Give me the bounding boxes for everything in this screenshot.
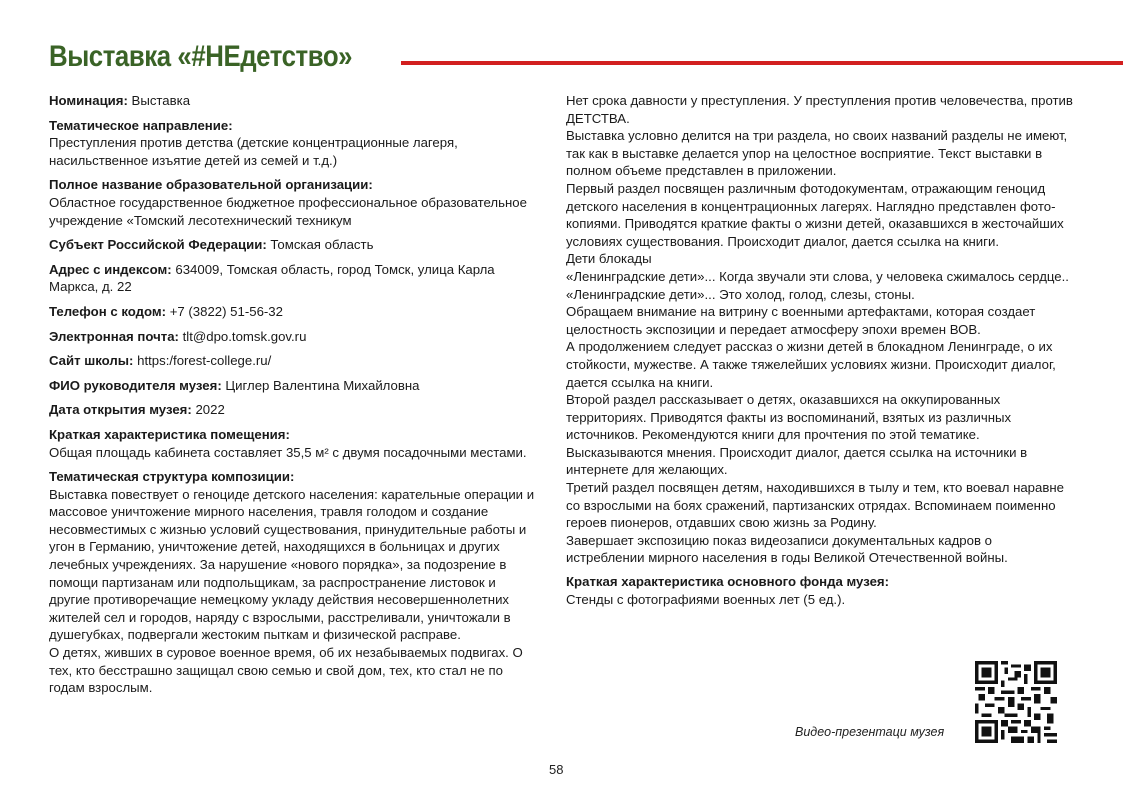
website-link[interactable]: https:/forest-college.ru/ bbox=[137, 353, 272, 369]
body-paragraph: Выставка условно делится на три раздела, но своих названий разделы не имеют, так как в выставке делается упор на целостное восприятие. Текст выставки в полном объеме представлен в приложении. bbox=[566, 128, 1068, 179]
website-field bbox=[49, 352, 539, 370]
qr-code-icon[interactable] bbox=[975, 661, 1057, 743]
thematic-direction-label: Тематическое направление: bbox=[49, 117, 233, 133]
room-value: Общая площадь кабинета составляет 35,5 м² с двумя посадочными местами. bbox=[49, 444, 527, 460]
thematic-direction-value: Преступления против детства (детские концентрационные лагеря, насильственное изъятие детей из семей и т.д.) bbox=[49, 135, 458, 168]
body-paragraph: «Ленинградские дети»... Когда звучали эти слова, у человека сжималось сердце.. «Ленинградские дети»... Это холод, голод, слезы, стоны. bbox=[566, 268, 1069, 302]
director-label: ФИО руководителя музея: bbox=[49, 377, 222, 393]
address-value: 634009, Томская область, город Томск, улица Карла Маркса, д. 22 bbox=[49, 261, 495, 295]
website-label: Сайт школы: bbox=[49, 353, 134, 369]
room-field bbox=[49, 426, 539, 461]
composition-paragraph: Выставка повествует о геноциде детского населения: карательные операции и массовое уничтожение мирного населения, травля голодом и создание несовместимых с жизнью условий существования, принудительные работы и угон в Германию, уничтожение детей, находящихся в больницах и других лечебных учреждениях. За нарушение «нового порядка», за подозрение в помощи партизанам или подпольщикам, за распространение листовок и другие противоречащие немецкому укладу действия несовершеннолетних жителей сел и городов, наряду с взрослыми, расстреливали, уничтожали в душегубках, подвергали жестоким пыткам и физической расправе. bbox=[49, 486, 535, 643]
opening-date-label: Дата открытия музея: bbox=[49, 402, 192, 418]
opening-date-value: 2022 bbox=[195, 402, 225, 418]
body-paragraph: Нет срока давности у преступления. У преступления против человечества, против ДЕТСТВА. bbox=[566, 93, 1073, 126]
nomination-value: Выставка bbox=[131, 93, 191, 108]
body-paragraph: Третий раздел посвящен детям, находившихся в тылу и тем, кто воевал наравне со взрослыми на боях сражений, партизанских отрядах. Вспоминаем поименно героев пионеров, отдавших свою жизнь за Родину. bbox=[566, 480, 1064, 531]
page-title: Выставка «#НЕдетство» bbox=[49, 40, 353, 73]
fund-label: Краткая характеристика основного фонда музея: bbox=[566, 574, 890, 590]
email-field bbox=[49, 328, 539, 346]
right-column bbox=[566, 92, 1074, 608]
email-label: Электронная почта: bbox=[49, 328, 179, 344]
composition-label: Тематическая структура композиции: bbox=[49, 469, 295, 485]
region-label: Субъект Российской Федерации: bbox=[49, 237, 267, 253]
page-number: 58 bbox=[549, 762, 564, 777]
body-paragraph: Второй раздел рассказывает о детях, оказавшихся на оккупированных территориях. Приводятся факты из воспоминаний, взятых из различных источников. Рекомендуются книги для прочтения по этой тематике. Высказываются мнения. Происходит диалог, дается ссылка на источники в интернете для желающих. bbox=[566, 392, 1028, 478]
body-paragraph: Завершает экспозицию показ видеозаписи документальных кадров о истреблении мирного населения в годы Великой Отечественной войны. bbox=[566, 532, 1008, 566]
opening-date-field bbox=[49, 401, 539, 419]
director-value: Циглер Валентина Михайловна bbox=[225, 377, 420, 393]
address-field bbox=[49, 261, 539, 296]
region-value: Томская область bbox=[270, 237, 374, 253]
phone-field bbox=[49, 303, 539, 321]
organization-field bbox=[49, 176, 539, 229]
nomination-field bbox=[49, 92, 539, 110]
room-label: Краткая характеристика помещения: bbox=[49, 426, 290, 442]
phone-label: Телефон с кодом: bbox=[49, 303, 167, 319]
email-value: tlt@dpo.tomsk.gov.ru bbox=[182, 328, 307, 344]
body-paragraph: Первый раздел посвящен различным фотодокументам, отражающим геноцид детского населения в концентрационных лагерях. Наглядно представлен фото-копиями. Приводятся краткие факты о жизни детей, оказавшихся в жесточайших условиях существования. Происходит диалог, дается ссылка на книги. bbox=[566, 180, 1064, 249]
region-field bbox=[49, 236, 539, 254]
fund-value: Стенды с фотографиями военных лет (5 ед.). bbox=[566, 591, 846, 607]
nomination-label: Номинация: bbox=[49, 93, 128, 108]
left-column bbox=[49, 92, 539, 704]
composition-paragraph: О детях, живших в суровое военное время, об их незабываемых подвигах. О тех, кто бесстрашно защищал свою семью и свой дом, тех, кто стал не по годам взрослым. bbox=[49, 645, 523, 696]
composition-field bbox=[49, 468, 539, 697]
title-divider-line bbox=[401, 61, 1123, 65]
organization-label: Полное название образовательной организации: bbox=[49, 177, 373, 193]
body-paragraph: А продолжением следует рассказ о жизни детей в блокадном Ленинграде, о их стойкости, мужестве. А также тяжелейших условиях жизни. Происходит диалог, дается ссылка на книги. bbox=[566, 339, 1056, 390]
qr-caption: Видео-презентаци музея bbox=[795, 725, 945, 739]
director-field bbox=[49, 377, 539, 395]
section-subtitle: Дети блокады bbox=[566, 251, 652, 267]
body-paragraph: Обращаем внимание на витрину с военными артефактами, которая создает целостность экспозиции и передает атмосферу эпохи времен ВОВ. bbox=[566, 304, 1036, 337]
address-label: Адрес с индексом: bbox=[49, 261, 172, 277]
organization-value: Областное государственное бюджетное профессиональное образовательное учреждение «Томский лесотехнический техникум bbox=[49, 194, 527, 228]
thematic-direction-field bbox=[49, 117, 539, 170]
phone-value: +7 (3822) 51-56-32 bbox=[169, 303, 283, 319]
